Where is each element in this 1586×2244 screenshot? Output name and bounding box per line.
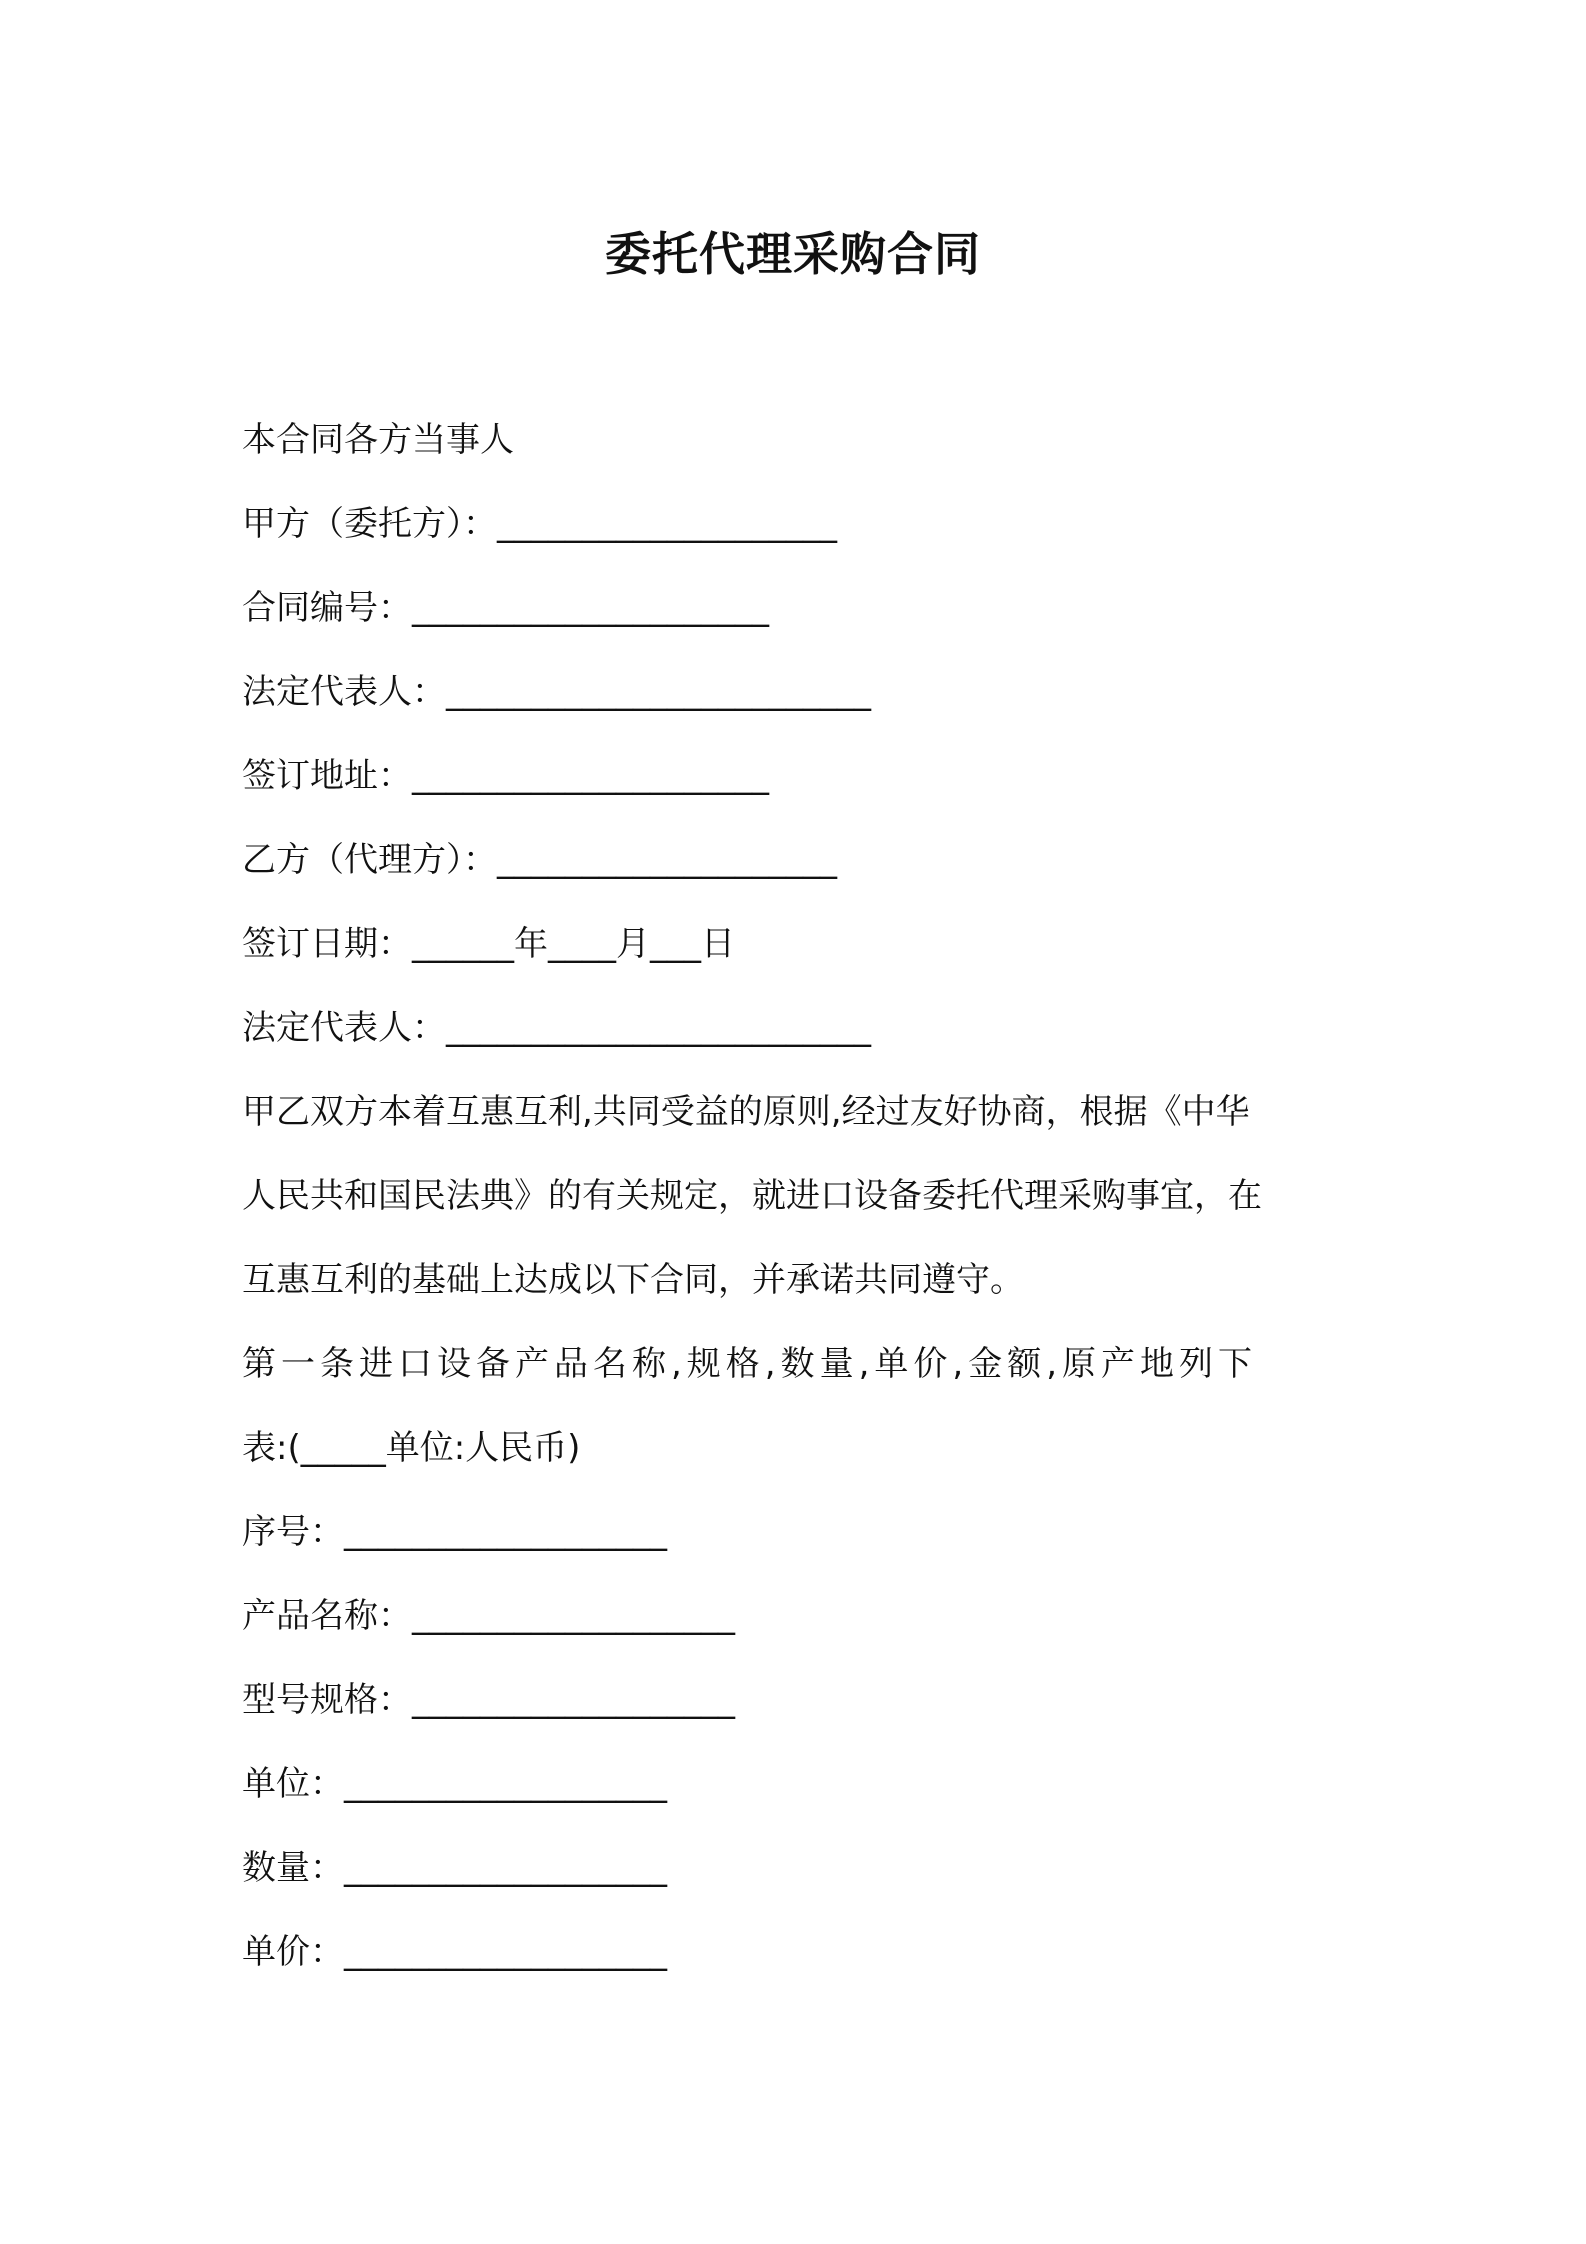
contract-number-field: 合同编号：_____________________ — [242, 588, 769, 628]
intro-paragraph-line-2: 人民共和国民法典》的有关规定，就进口设备委托代理采购事宜，在 — [242, 1176, 1262, 1216]
product-name-field: 产品名称：___________________ — [242, 1596, 735, 1636]
intro-paragraph-line-1: 甲乙双方本着互惠互利,共同受益的原则,经过友好协商，根据《中华 — [242, 1092, 1250, 1132]
article-1-line-2: 表:(_____单位:人民币) — [242, 1428, 581, 1468]
article-1-line-1: 第一条进口设备产品名称,规格,数量,单价,金额,原产地列下 — [242, 1344, 1258, 1384]
document-title: 委托代理采购合同 — [605, 227, 981, 281]
legal-representative-a-field: 法定代表人：_________________________ — [242, 672, 871, 712]
sign-address-field: 签订地址：_____________________ — [242, 756, 769, 796]
quantity-field: 数量：___________________ — [242, 1848, 667, 1888]
legal-representative-b-field: 法定代表人：_________________________ — [242, 1008, 871, 1048]
unit-price-field: 单价：___________________ — [242, 1932, 667, 1972]
unit-field: 单位：___________________ — [242, 1764, 667, 1804]
sign-date-field: 签订日期：______年____月___日 — [242, 924, 735, 964]
item-number-field: 序号：___________________ — [242, 1512, 667, 1552]
party-b-field: 乙方（代理方）：____________________ — [242, 840, 837, 880]
intro-paragraph-line-3: 互惠互利的基础上达成以下合同，并承诺共同遵守。 — [242, 1260, 1024, 1300]
party-a-field: 甲方（委托方）：____________________ — [242, 504, 837, 544]
parties-heading: 本合同各方当事人 — [242, 420, 514, 460]
model-spec-field: 型号规格：___________________ — [242, 1680, 735, 1720]
